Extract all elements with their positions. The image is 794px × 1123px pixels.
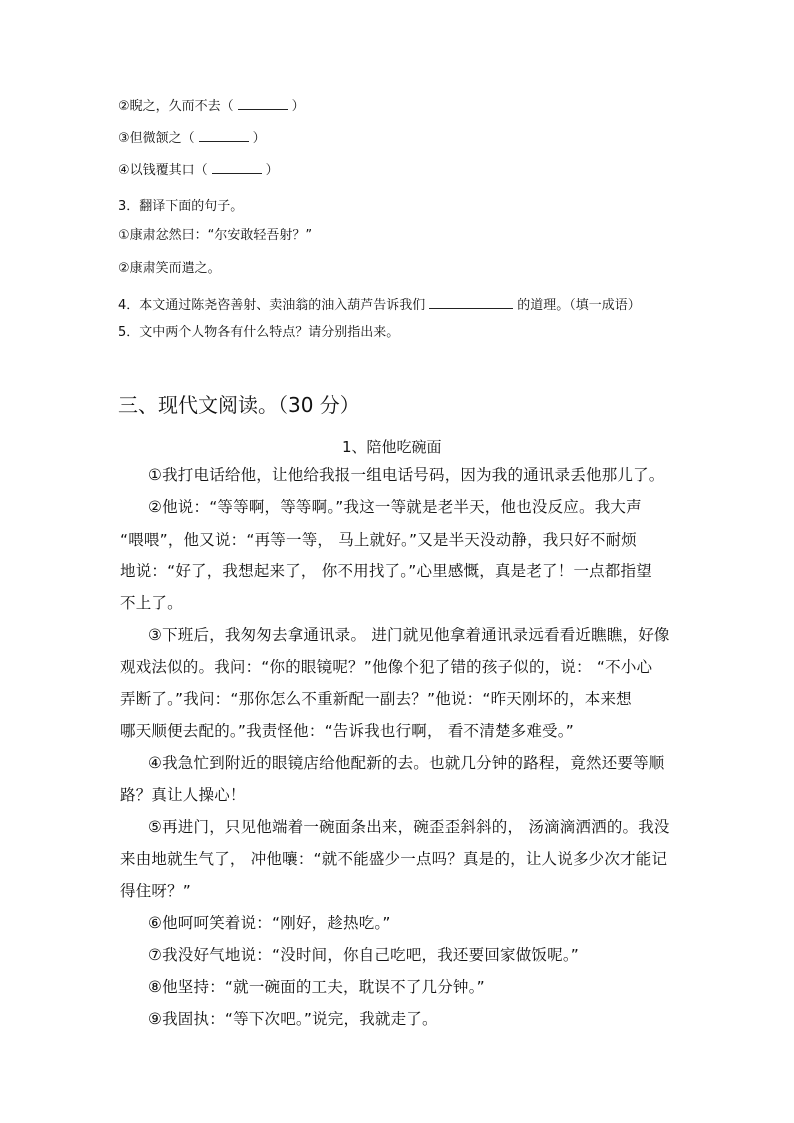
answer-blank[interactable]: [429, 296, 513, 309]
subquestion-close: ）: [265, 163, 279, 178]
subquestion-text: ③但微颔之（: [118, 131, 195, 146]
subquestion-close: ）: [291, 99, 305, 114]
paragraph-line: 来由地就生气了， 冲他嚷：“就不能盛少一点吗？真是的，让人说多少次才能记: [120, 850, 668, 868]
question-3-sentence-1: ①康肃忿然曰：“尔安敢轻吾射？”: [118, 228, 313, 243]
paragraph-line: “喂喂”，他又说：“再等一等， 马上就好。”又是半天没动静，我只好不耐烦: [120, 531, 637, 549]
paragraph-line: ⑥他呵呵笑着说：“刚好，趁热吃。”: [148, 914, 391, 932]
section-heading: 三、现代文阅读。（30 分）: [118, 393, 360, 417]
question-4-text: 4．本文通过陈尧咨善射、卖油翁的油入葫芦告诉我们: [118, 298, 426, 313]
paragraph-line: 地说：“好了，我想起来了， 你不用找了。”心里感慨，真是老了！一点都指望: [120, 562, 652, 580]
paragraph-line: 哪天顺便去配的。”我责怪他：“告诉我也行啊， 看不清楚多难受。”: [120, 722, 574, 740]
subquestion-2: [118, 97, 305, 115]
paragraph-line: ⑦我没好气地说：“没时间，你自己吃吧，我还要回家做饭呢。”: [148, 946, 580, 964]
paragraph-line: ①我打电话给他，让他给我报一组电话号码，因为我的通讯录丢他那儿了。: [148, 466, 665, 484]
paragraph-line: 弄断了。”我问：“那你怎么不重新配一副去？”他说：“昨天刚坏的，本来想: [120, 690, 632, 708]
paragraph-line: ②他说：“等等啊，等等啊。”我这一等就是老半天，他也没反应。我大声: [148, 498, 642, 516]
question-5: 5．文中两个人物各有什么特点？请分别指出来。: [118, 325, 400, 340]
subquestion-text: ④以钱覆其口（: [118, 163, 208, 178]
paragraph-line: ③下班后，我匆匆去拿通讯录。 进门就见他拿着通讯录远看看近瞧瞧，好像: [148, 626, 670, 644]
question-3: 3．翻译下面的句子。: [118, 199, 244, 214]
question-4: [118, 296, 641, 314]
answer-blank[interactable]: [199, 129, 249, 142]
question-3-sentence-2: ②康肃笑而遣之。: [118, 261, 221, 276]
paragraph-line: ⑤再进门，只见他端着一碗面条出来，碗歪歪斜斜的， 汤滴滴洒洒的。我没: [148, 818, 670, 836]
answer-blank[interactable]: [212, 161, 262, 174]
article-title: 1、陪他吃碗面: [342, 438, 442, 456]
paragraph-line: 得住呀？”: [120, 882, 192, 900]
subquestion-3: [118, 129, 266, 147]
question-4-tail: 的道理。（填一成语）: [517, 298, 641, 313]
paragraph-line: 观戏法似的。我问：“你的眼镜呢？”他像个犯了错的孩子似的，说： “不小心: [120, 658, 653, 676]
subquestion-close: ）: [252, 131, 266, 146]
paragraph-line: ④我急忙到附近的眼镜店给他配新的去。也就几分钟的路程，竟然还要等顺: [148, 754, 665, 772]
subquestion-4: [118, 161, 279, 179]
paragraph-line: 路？真让人操心！: [120, 786, 246, 804]
paragraph-line: 不上了。: [120, 594, 183, 612]
subquestion-text: ②睨之，久而不去（: [118, 99, 234, 114]
paragraph-line: ⑧他坚持：“就一碗面的工夫，耽误不了几分钟。”: [148, 978, 485, 996]
paragraph-line: ⑨我固执：“等下次吧。”说完，我就走了。: [148, 1010, 438, 1028]
answer-blank[interactable]: [238, 97, 288, 110]
